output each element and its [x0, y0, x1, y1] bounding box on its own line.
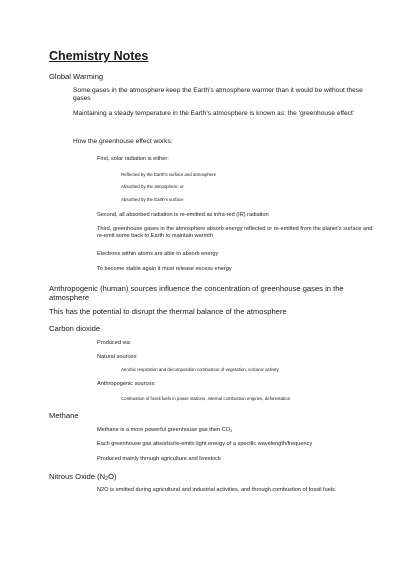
paragraph-thermal-balance: This has the potential to disrupt the thermal balance of the atmosphere: [49, 307, 287, 316]
heading-methane: Methane: [49, 411, 79, 420]
co2-anthropogenic-sources: Anthropogenic sources:: [97, 381, 156, 387]
nitrous-oxide-emissions: N2O is emitted during agricultural and industrial activities, and through combustion of fossil fuels.: [97, 487, 337, 493]
methane-powerful-text: Methane is a more powerful greenhouse gas then CO: [97, 427, 231, 433]
step-third: Third, greenhouse gases in the atmosphere absorb energy reflected or re-emitted from the planet’s surface and re-emit some back to Earth to maintain warmth: [97, 226, 373, 239]
co2-produced-via: Produced via:: [97, 340, 132, 346]
subscript-2: 2: [230, 428, 233, 433]
heading-carbon-dioxide: Carbon dioxide: [49, 324, 101, 333]
step-first: First, solar radiation is either:: [97, 156, 169, 162]
paragraph-how-it-works: How the greenhouse effect works:: [73, 138, 173, 145]
paragraph-greenhouse-effect-definition: Maintaining a steady temperature in the Earth’s atmosphere is known as: the ‘greenhouse effect’: [73, 110, 355, 117]
methane-agriculture: Produced mainly through agriculture and livestock: [97, 456, 221, 462]
co2-natural-detail: Aerobic respiration and decomposition combustion of vegetation, volcanic activity: [121, 367, 279, 372]
sub-item-absorbed-atmosphere: Absorbed by the atmosphere; or: [121, 184, 184, 189]
co2-natural-sources: Natural sources:: [97, 354, 138, 360]
sub-item-reflected: Reflected by the Earth’s surface and atmosphere: [121, 172, 217, 177]
page-title: Chemistry Notes: [49, 49, 149, 63]
methane-wavelength: Each greenhouse gas absorbs/re-emits light energy of a specific wavelength/frequency: [97, 441, 313, 447]
nitrous-oxide-heading-a: Nitrous Oxide (N: [49, 472, 106, 481]
heading-global-warming: Global Warming: [49, 72, 104, 81]
step-second: Second, all absorbed radiation is re-emitted as infra-red (IR) radiation: [97, 212, 269, 218]
sub-item-absorbed-surface: Absorbed by the Earth’s surface: [121, 197, 184, 202]
paragraph-gases-keep-warmer: Some gases in the atmosphere keep the Earth’s atmosphere warmer than it would be without these gases: [73, 87, 363, 103]
nitrous-oxide-heading-b: O): [108, 472, 117, 481]
heading-nitrous-oxide: [49, 472, 117, 483]
note-stable: To become stable again it must release excess energy: [97, 266, 232, 272]
paragraph-anthropogenic-sources: Anthropogenic (human) sources influence the concentration of greenhouse gases in the atmosphere: [49, 284, 344, 303]
note-electrons: Electrons within atoms are able to absorb energy: [97, 251, 219, 257]
methane-powerful: [97, 427, 232, 434]
co2-anthropogenic-detail: Combustion of fossil fuels in power stations, internal combustion engines, deforestation: [121, 396, 291, 401]
subscript-2: 2: [105, 476, 109, 482]
